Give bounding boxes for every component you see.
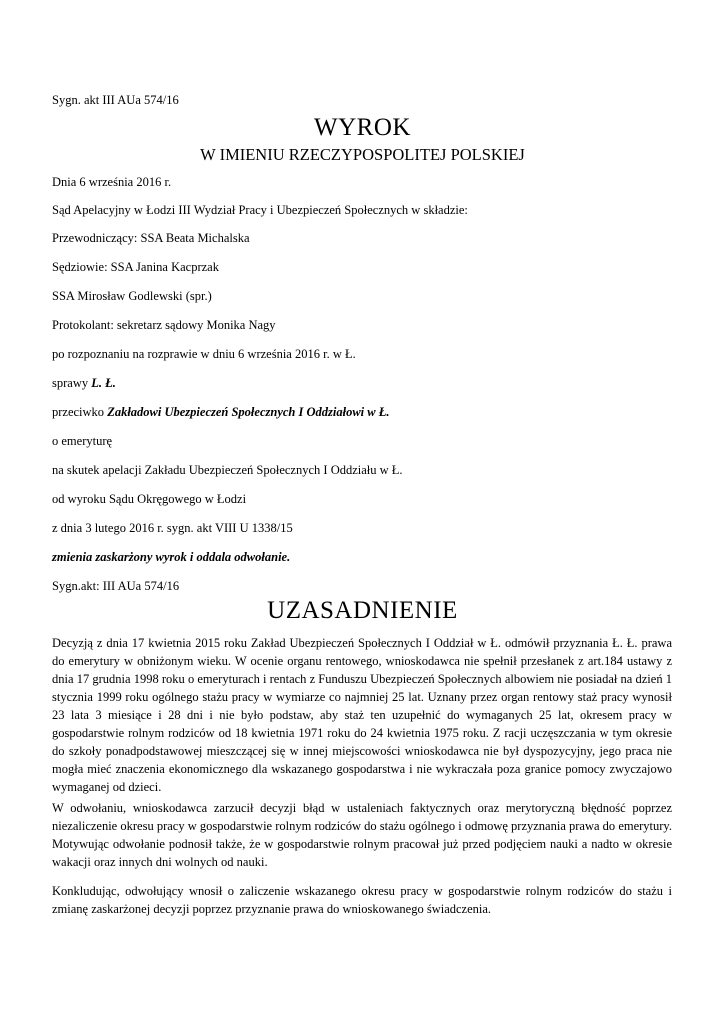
- case-subject: o emeryturę: [52, 434, 113, 448]
- against-party: Zakładowi Ubezpieczeń Społecznych I Oddziałowi w Ł.: [107, 405, 390, 419]
- judges: Sędziowie: SSA Janina Kacprzak: [52, 260, 219, 274]
- justification-paragraph: W odwołaniu, wnioskodawca zarzucił decyzji błąd w ustaleniach faktycznych oraz merytoryczną błędność poprzez niezaliczenie okresu pracy w gospodarstwie rolnym rodziców do stażu ogólnego i odmowę przyznania prawa do emerytury. Motywując odwołanie podnosił także, że w gospodarstwie rolnym pracował już przed podjęciem nauki a nadto w okresie wakacji oraz innych dni wolnych od nauki.: [52, 801, 672, 869]
- presiding-judge: Przewodniczący: SSA Beata Michalska: [52, 231, 250, 245]
- from-judgment: od wyroku Sądu Okręgowego w Łodzi: [52, 492, 247, 506]
- justification-paragraph: Konkludując, odwołujący wnosił o zaliczenie wskazanego okresu pracy w gospodarstwie rolnym rodziców do stażu i zmianę zaskarżonej decyzji poprzez przyznanie prawa do wnioskowanego świadczenia.: [52, 884, 672, 916]
- against-line: [52, 404, 389, 420]
- judgment-subtitle: W IMIENIU RZECZYPOSPOLITEJ POLSKIEJ: [200, 145, 525, 164]
- judgment-reference: z dnia 3 lutego 2016 r. sygn. akt VIII U 1338/15: [52, 521, 293, 535]
- court-composition: Sąd Apelacyjny w Łodzi III Wydział Pracy i Ubezpieczeń Społecznych w składzie:: [52, 203, 468, 217]
- case-party-line: [52, 375, 116, 391]
- case-reference-bottom: Sygn.akt: III AUa 574/16: [52, 579, 180, 593]
- hearing-info: po rozpoznaniu na rozprawie w dniu 6 września 2016 r. w Ł.: [52, 347, 356, 361]
- case-prefix: sprawy: [52, 376, 92, 390]
- justification-paragraph: Decyzją z dnia 17 kwietnia 2015 roku Zakład Ubezpieczeń Społecznych I Oddział w Ł. odmówił przyznania Ł. Ł. prawa do emerytury w obniżonym wieku. W ocenie organu rentowego, wnioskodawca nie spełnił przesłanek z art.184 ustawy z dnia 17 grudnia 1998 roku o emeryturach i rentach z Funduszu Ubezpieczeń Społecznych albowiem nie posiadał na dzień 1 stycznia 1999 roku ogólnego stażu pracy w wymiarze co najmniej 25 lat. Uznany przez organ rentowy staż pracy wynosił 23 lata 3 miesiące i 28 dni i nie było podstaw, aby staż ten uzupełnić do wymaganych 25 lat, okresem pracy w gospodarstwie rolnym rodziców od 18 kwietnia 1971 roku do 24 kwietnia 1975 roku. Z racji uczęszczania w tym okresie do szkoły ponadpodstawowej mieszczącej się w innej miejscowości wnioskodawca nie był dyspozycyjny, jego praca nie mogła mieć znaczenia ekonomicznego dla wskazanego gospodarstwa i nie wykraczała poza granice pomocy zwyczajowo wymaganej od dzieci.: [52, 636, 672, 794]
- judgment-title: WYROK: [314, 114, 411, 141]
- court-clerk: Protokolant: sekretarz sądowy Monika Nagy: [52, 318, 276, 332]
- against-prefix: przeciwko: [52, 405, 108, 419]
- case-party: L. Ł.: [91, 376, 116, 390]
- judge-rapporteur: SSA Mirosław Godlewski (spr.): [52, 289, 212, 303]
- ruling: zmienia zaskarżony wyrok i oddala odwołanie.: [52, 550, 291, 564]
- justification-title: UZASADNIENIE: [267, 597, 458, 624]
- judgment-date: Dnia 6 września 2016 r.: [52, 175, 172, 189]
- appeal-info: na skutek apelacji Zakładu Ubezpieczeń Społecznych I Oddziału w Ł.: [52, 463, 403, 477]
- case-reference-top: Sygn. akt III AUa 574/16: [52, 93, 179, 107]
